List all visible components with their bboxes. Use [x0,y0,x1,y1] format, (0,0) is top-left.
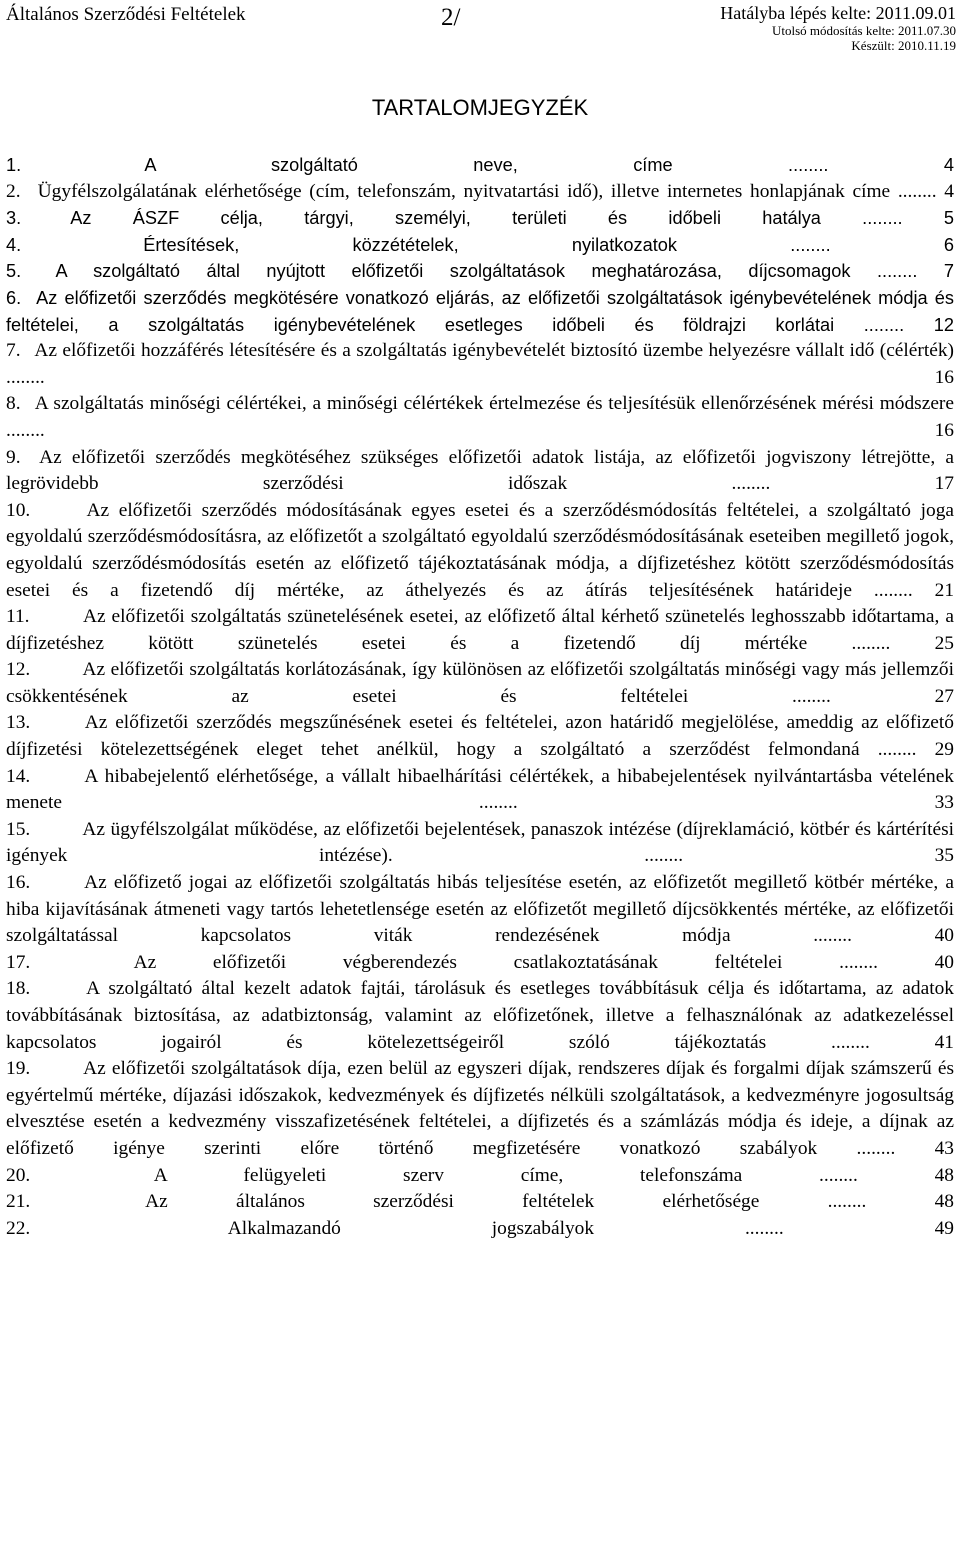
document-title: Általános Szerződési Feltételek [6,4,246,25]
toc-entry[interactable] [6,870,954,950]
toc-entry-text: Ügyfélszolgálatának elérhetősége (cím, telefonszám, nyitvatartási idő), illetve internetes honlapjának címe [30,180,891,202]
toc-entry-text: A szolgáltató által kezelt adatok fajtái, tárolásuk és esetleges továbbításuk célja és időtartama, az adatok továbbításának biztosítása, az adatbiztonság, valamint az előfizetőnek, illetve a felhasználónak az adatkezeléssel kapcsolatos jogairól és kötelezettségeiről szóló tájékoztatás [6,978,954,1053]
toc-entry-number: 21. [6,1191,31,1213]
toc-entry-page: 40 [934,951,954,973]
toc-entry-text: Értesítések, közzétételek, nyilatkozatok [30,234,677,255]
toc-leader-dots: ........ [6,366,935,388]
toc-leader-dots: ........ [852,579,935,601]
toc-leader-dots: ........ [759,1191,935,1213]
toc-entry[interactable] [6,817,954,870]
toc-leader-dots: ........ [6,419,935,441]
toc-entry-page: 33 [934,792,954,814]
toc-entry-page: 4 [943,155,954,175]
toc-leader-dots: ........ [850,261,944,282]
toc-entry-text: Az előfizetői szerződés megkötésére vonatkozó eljárás, az előfizetői szolgáltatások igénybevételének módja és feltételei, a szolgáltatás igénybevételének esetleges időbeli és földrajzi korlátai [6,287,954,335]
toc-entry[interactable] [6,391,954,444]
toc-entry-page: 49 [934,1217,954,1239]
toc-entry-text: Az általános szerződési feltételek elérhetősége [78,1191,760,1213]
toc-entry-page: 48 [934,1164,954,1186]
toc-entry-text: Az előfizetői végberendezés csatlakoztatásának feltételei [78,951,783,973]
toc-entry-page: 6 [943,234,954,255]
toc-entry[interactable] [6,179,954,206]
toc-entry-text: Az előfizető jogai az előfizetői szolgáltatás hibás teljesítése esetén, az előfizetőt megillető kötbér mértéke, a hiba kijavításának átmeneti vagy tartós lehetetlensége esetén az előfizetőt megillető díjcsökkentés mértéke, az előfizetői szolgáltatással kapcsolatos viták rendezésének módja [6,872,954,947]
toc-entry-page: 27 [934,685,954,707]
toc-entry-number: 14. [6,765,31,787]
toc-leader-dots: ........ [859,739,935,761]
toc-entry-number: 10. [6,499,31,521]
toc-entry-number: 11. [6,606,30,628]
toc-entry[interactable] [6,950,954,977]
toc-entry-number: 19. [6,1058,31,1080]
toc-leader-dots: ........ [688,685,935,707]
toc-entry[interactable] [6,657,954,710]
toc-entry-text: Az előfizetői szerződés megkötéséhez szükséges előfizetői adatok listája, az előfizetői jogviszony létrejötte, a legrövidebb szerződési időszak [6,446,954,495]
toc-entry-number: 7. [6,340,21,362]
toc-entry-page: 7 [943,261,954,282]
toc-leader-dots: ........ [742,1164,935,1186]
toc-entry-page: 48 [934,1191,954,1213]
toc-entry-number: 16. [6,872,31,894]
toc-leader-dots: ........ [834,314,934,335]
toc-entry-number: 15. [6,818,31,840]
toc-leader-dots: ........ [594,1217,935,1239]
page-number: 2/ [441,4,461,31]
toc-entry[interactable] [6,498,954,604]
toc-entry-number: 5. [6,261,22,282]
toc-entry-text: Az ügyfélszolgálat működése, az előfizetői bejelentések, panaszok intézése (díjreklamáció, kötbér és kártérítési igények intézése). [6,818,954,867]
toc-entry[interactable] [6,205,954,232]
toc-entry[interactable] [6,710,954,763]
toc-entry[interactable] [6,232,954,259]
toc-entry-text: A szolgáltató neve, címe [30,155,673,175]
toc-entry-text: Az ÁSZF célja, tárgyi, személyi, területi és időbeli hatálya [30,208,821,229]
toc-leader-dots: ........ [730,925,935,947]
toc-entry[interactable] [6,258,954,285]
toc-entry-page: 4 [944,180,954,202]
toc-leader-dots: ........ [820,208,944,229]
toc-entry-number: 13. [6,712,31,734]
toc-entry-text: A szolgáltató által nyújtott előfizetői szolgáltatások meghatározása, díjcsomagok [30,261,851,282]
toc-entry[interactable] [6,1056,954,1162]
toc-entry-number: 2. [6,180,21,202]
toc-entry[interactable] [6,764,954,817]
toc-entry-number: 8. [6,393,21,415]
toc-entry-page: 21 [934,579,955,601]
last-modified-date: Utolsó módosítás kelte: 2011.07.30 [771,23,956,38]
toc-entry-page: 17 [934,473,954,495]
toc-entry[interactable] [6,976,954,1056]
toc-entry-text: Az előfizetői szerződés megszűnésének esetei és feltételei, azon határidő megjelölése, ameddig az előfizető díjfizetési kötelezettségének eleget tehet anélkül, hogy a szolgáltató a szerződést felmondaná [6,712,954,761]
created-date: Készült: 2010.11.19 [851,38,956,53]
toc-leader-dots: ........ [782,951,935,973]
toc-entry-text: A felügyeleti szerv címe, telefonszáma [78,1164,743,1186]
toc-entry-number: 18. [6,978,31,1000]
toc-entry-page: 12 [933,314,954,335]
toc-entry-number: 9. [6,446,21,468]
toc-leader-dots: ........ [567,473,935,495]
toc-entry[interactable] [6,1189,954,1216]
toc-entry[interactable] [6,152,954,179]
toc-entry-page: 40 [934,925,954,947]
document-dates [720,4,956,52]
toc-entry[interactable] [6,604,954,657]
toc-entry-page: 16 [934,419,954,441]
toc-leader-dots: ........ [807,632,935,654]
toc-leader-dots: ........ [766,1031,935,1053]
toc-entry-number: 3. [6,208,22,229]
toc-title: TARTALOMJEGYZÉK [371,95,589,120]
toc-entry-text: Az előfizetői szolgáltatás szünetelésének esetei, az előfizető által kérhető szünetelés leghosszabb időtartama, a díjfizetéshez kötött szünetelés esetei és a fizetendő díj mértéke [6,606,954,654]
toc-entry[interactable] [6,1216,954,1243]
toc-leader-dots: ........ [677,234,944,255]
toc-entry-text: Az előfizetői szolgáltatás korlátozásának, így különösen az előfizetői szolgáltatás minőségi vagy más jellemzői csökkentésének az esetei és feltételei [6,659,954,707]
toc-entry-number: 6. [6,287,22,308]
toc-entry-page: 29 [934,739,954,761]
table-of-contents [6,152,954,1242]
toc-leader-dots: ........ [392,845,935,867]
toc-leader-dots: ........ [890,180,945,202]
toc-entry[interactable] [6,1163,954,1190]
toc-entry-number: 1. [6,155,22,175]
toc-entry-page: 41 [934,1031,954,1053]
toc-entry-text: Az előfizetői hozzáférés létesítésére és a szolgáltatás igénybevételét biztosító üzembe helyezésre vállalt idő (célérték) [30,340,954,362]
toc-entry-number: 4. [6,234,22,255]
toc-entry-text: Alkalmazandó jogszabályok [78,1217,595,1239]
toc-leader-dots: ........ [672,155,944,175]
toc-entry-text: A hibabejelentő elérhetősége, a vállalt hibaelhárítási célértékek, a hibabejelentések nyilvántartásba vételének menete [6,765,954,814]
toc-entry-page: 5 [943,208,954,229]
toc-entry-text: Az előfizetői szolgáltatások díja, ezen belül az egyszeri díjak, rendszeres díjak és forgalmi díjak számszerű és egyértelmű mértéke, díjazási időszakok, kedvezmények és díjfizetés nélküli szolgáltatások, a kedvezményre jogosultság elvesztése esetén a kedvezmény visszafizetésének feltételei, a díjfizetés és a számlázás módja és ideje, a díjnak az előfizető igénye szerinti előre történő megfizetésére vonatkozó szabályok [6,1058,954,1159]
toc-entry-text: Az előfizetői szerződés módosításának egyes esetei és a szerződésmódosítás feltételei, a szolgáltató joga egyoldalú szerződésmódosításra, az előfizetőt a szolgáltató egyoldalú szerződésmódosításának eseteiben megillető jogok, egyoldalú szerződésmódosítás esetén az előfizető tájékoztatásának módja, a díjfizetéshez kötött szerződésmódosítás esetei és a fizetendő díj mértéke, az áthelyezés és az átírás teljesítésének határideje [6,499,954,601]
toc-entry-page: 25 [934,632,954,654]
toc-entry-number: 12. [6,659,31,681]
toc-entry-number: 20. [6,1164,31,1186]
toc-entry-page: 16 [934,366,954,388]
toc-entry[interactable] [6,285,954,338]
toc-entry-page: 43 [934,1137,954,1159]
toc-entry-text: A szolgáltatás minőségi célértékei, a minőségi célértékek értelmezése és teljesítésük ellenőrzésének mérési módszere [30,393,954,415]
toc-entry-number: 22. [6,1217,31,1239]
toc-leader-dots: ........ [62,792,935,814]
toc-entry-number: 17. [6,951,31,973]
page-header [0,0,960,70]
effective-date: Hatályba lépés kelte: 2011.09.01 [720,3,956,23]
toc-entry-page: 35 [934,845,954,867]
toc-entry[interactable] [6,338,954,391]
toc-leader-dots: ........ [817,1137,935,1159]
toc-entry[interactable] [6,445,954,498]
